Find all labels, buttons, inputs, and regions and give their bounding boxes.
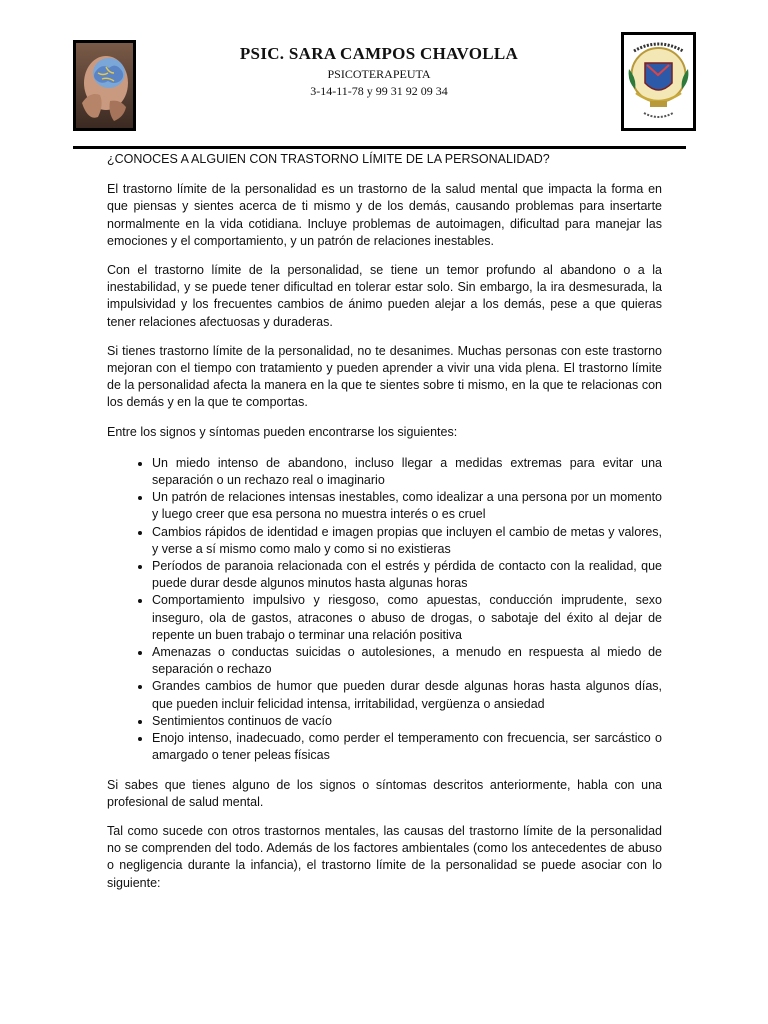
brain-head-icon [76,43,133,128]
letterhead [150,44,608,98]
list-item: • Cambios rápidos de identidad e imagen propias que incluyen el cambio de metas y valores, y verse a sí mismo como malo y como si no existieras [152,524,662,558]
paragraph-seek-help: Si sabes que tienes alguno de los signos o síntomas descritos anteriormente, habla con una profesional de salud mental. [107,777,662,809]
paragraph-encouragement: Si tienes trastorno límite de la personalidad, no te desanimes. Muchas personas con este trastorno mejoran con el tiempo con tratamiento y pueden aprender a vivir una vida plena. El trastorno límite de la personalidad afecta la manera en la que te sientes sobre ti mismo, en la que te relacionas con los demás y en la que te comportas. [107,343,662,410]
article-heading: ¿CONOCES A ALGUIEN CON TRASTORNO LÍMITE DE LA PERSONALIDAD? [107,152,550,166]
list-item: • Grandes cambios de humor que pueden durar desde algunas horas hasta algunos días, que pueden incluir felicidad intensa, irritabilidad, vergüenza o ansiedad [152,678,662,712]
paragraph-fear-of-abandonment: Con el trastorno límite de la personalidad, se tiene un temor profundo al abandono o a la inestabilidad, y se puede tener dificultad en tolerar estar solo. Sin embargo, la ira desmesurada, la impulsividad y los frecuentes cambios de ánimo pueden alejar a los demás, pese a que quieras tener relaciones afectuosas y duraderas. [107,263,662,329]
university-seal-icon [624,35,693,128]
header-divider [73,146,686,149]
symptoms-list [107,455,662,765]
list-item: • Un patrón de relaciones intensas inestables, como idealizar a una persona por un momento y luego creer que esa persona no muestra interés o es cruel [152,489,662,523]
letterhead-name: PSIC. SARA CAMPOS CHAVOLLA [239,44,519,63]
letterhead-phones: 3-14-11-78 y 99 31 92 09 34 [310,84,448,98]
list-item: • Enojo intenso, inadecuado, como perder el temperamento con frecuencia, ser sarcástico o amargado o tener peleas físicas [152,730,662,764]
document-body [107,151,662,892]
list-item: • Períodos de paranoia relacionada con el estrés y pérdida de contacto con la realidad, que puede durar desde algunos minutos hasta algunas horas [152,558,662,592]
list-item: • Sentimientos continuos de vacío [152,713,662,730]
university-seal-logo [621,32,696,131]
paragraph-intro: El trastorno límite de la personalidad es un trastorno de la salud mental que impacta la forma en que piensas y sientes acerca de ti mismo y de los demás, causando problemas para insertarte normalmente en la vida cotidiana. Incluye problemas de autoimagen, dificultad para manejar las emociones y el comportamiento, y un patrón de relaciones inestables. [107,182,662,248]
paragraph-causes: Tal como sucede con otros trastornos mentales, las causas del trastorno límite de la personalidad no se comprenden del todo. Además de los factores ambientales (como los antecedentes de abuso o negligencia durante la infancia), el trastorno límite de la personalidad se puede asociar con lo siguiente: [107,823,662,890]
list-item: • Amenazas o conductas suicidas o autolesiones, a menudo en respuesta al miedo de separación o rechazo [152,644,662,678]
list-item: • Un miedo intenso de abandono, incluso llegar a medidas extremas para evitar una separación o un rechazo real o imaginario [152,455,662,489]
letterhead-profession: PSICOTERAPEUTA [327,67,431,81]
list-item: • Comportamiento impulsivo y riesgoso, como apuestas, conducción imprudente, sexo inseguro, ola de gastos, atracones o abuso de drogas, o sabotaje del éxito al dejar de repente un buen trabajo o terminar una relación positiva [152,592,662,644]
paragraph-symptoms-intro: Entre los signos y síntomas pueden encontrarse los siguientes: [107,424,458,439]
brain-head-logo [73,40,136,131]
